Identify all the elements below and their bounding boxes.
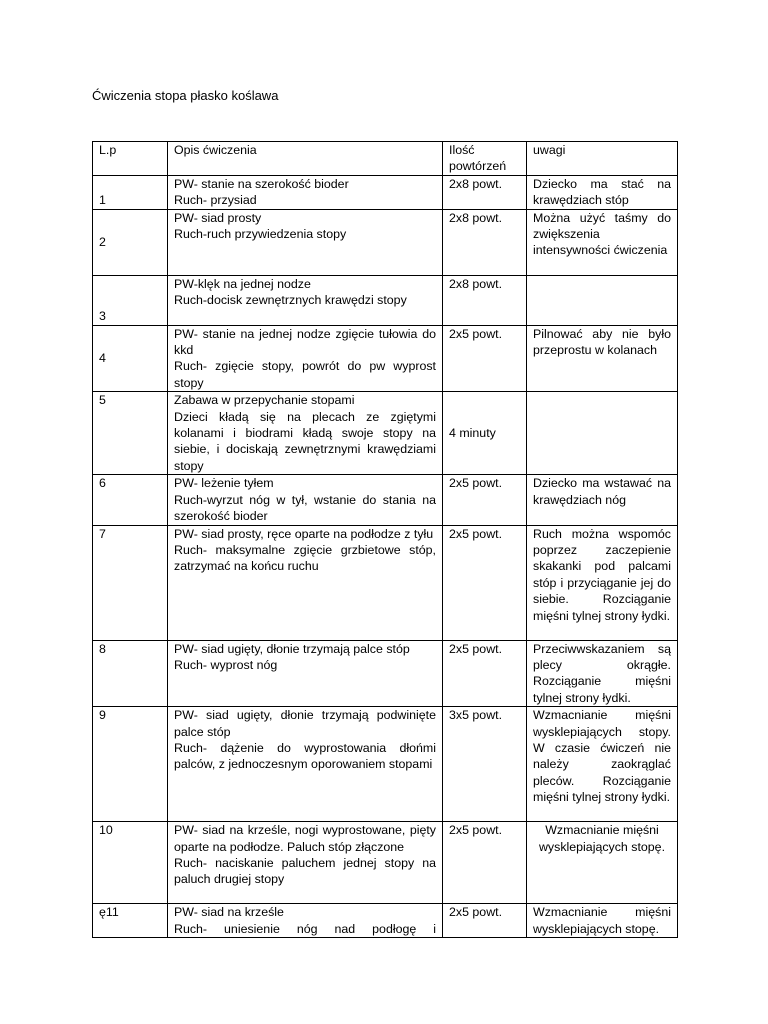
header-uwagi: uwagi [527, 142, 678, 176]
row-opis-line: PW- leżenie tyłem [174, 476, 274, 491]
row-opis [168, 525, 443, 640]
row-ilosc: 2x5 powt. [443, 325, 527, 392]
table-header-row [93, 142, 678, 176]
row-lp: 9 [93, 707, 168, 822]
row-ilosc: 2x8 powt. [443, 175, 527, 209]
row-opis [168, 209, 443, 275]
row-uwagi [527, 275, 678, 325]
header-ilosc: Ilość powtórzeń [443, 142, 527, 176]
table-row [93, 822, 678, 904]
header-lp: L.p [93, 142, 168, 176]
row-opis [168, 175, 443, 209]
row-opis-line: PW-klęk na jednej nodze [174, 276, 311, 291]
row-ilosc: 2x5 powt. [443, 525, 527, 640]
table-row [93, 175, 678, 209]
row-opis-line: Ruch- maksymalne zgięcie grzbietowe stóp, zatrzymać na końcu ruchu [174, 542, 436, 574]
row-opis-line: Ruch- wyprost nóg [174, 657, 278, 672]
row-ilosc: 3x5 powt. [443, 707, 527, 822]
row-ilosc: 2x8 powt. [443, 275, 527, 325]
row-opis [168, 325, 443, 392]
row-lp: 7 [93, 525, 168, 640]
table-row [93, 525, 678, 640]
row-opis-line: PW- siad na krześle, nogi wyprostowane, pięty oparte na podłodze. Paluch stóp złączone [174, 823, 436, 854]
row-opis-line: Ruch-wyrzut nóg w tył, wstanie do stania na szerokość bioder [174, 492, 436, 524]
row-opis [168, 904, 443, 938]
table-row [93, 209, 678, 275]
row-ilosc: 2x8 powt. [443, 209, 527, 275]
row-opis-line: PW- stanie na jednej nodze zgięcie tułowia do kkd [174, 326, 436, 358]
row-opis-line: Ruch- dążenie do wyprostowania dłońmi palców, z jednoczesnym oporowaniem stopami [174, 740, 436, 772]
row-opis [168, 275, 443, 325]
row-uwagi: Przeciwwskazaniem są plecy okrągłe. Rozciąganie mięśni tylnej strony łydki. [527, 640, 678, 707]
row-opis-line: Ruch-ruch przywiedzenia stopy [174, 227, 347, 242]
row-opis-line: PW- siad prosty [174, 210, 262, 225]
exercise-table-container [92, 141, 677, 938]
row-opis [168, 475, 443, 525]
row-ilosc: 2x5 powt. [443, 822, 527, 904]
row-ilosc: 2x5 powt. [443, 475, 527, 525]
row-opis [168, 640, 443, 707]
row-opis-line: Ruch- naciskanie paluchem jednej stopy na paluch drugiej stopy [174, 855, 436, 887]
row-opis-line: Ruch- zgięcie stopy, powrót do pw wyprost stopy [174, 359, 436, 390]
row-ilosc: 2x5 powt. [443, 640, 527, 707]
row-opis-line: Ruch-docisk zewnętrznych krawędzi stopy [174, 293, 407, 308]
table-row [93, 904, 678, 938]
row-uwagi: Pilnować aby nie było przeprostu w kolanach [527, 325, 678, 392]
row-opis-line: Ruch- uniesienie nóg nad podłogę i [174, 921, 436, 936]
table-row [93, 392, 678, 475]
row-uwagi [527, 392, 678, 475]
row-lp: 2 [93, 209, 168, 275]
row-ilosc: 4 minuty [443, 392, 527, 475]
row-opis-line: PW- siad prosty, ręce oparte na podłodze z tyłu [174, 526, 434, 541]
row-opis-line: PW- stanie na szerokość bioder [174, 176, 349, 191]
row-ilosc: 2x5 powt. [443, 904, 527, 938]
row-lp: 1 [93, 175, 168, 209]
row-lp: 5 [93, 392, 168, 475]
row-uwagi: Wzmacnianie mięśni wysklepiających stopę. [527, 822, 678, 904]
row-uwagi: Można użyć taśmy do zwiększenia intensywności ćwiczenia [527, 209, 678, 275]
row-opis [168, 392, 443, 475]
exercise-table [92, 141, 678, 938]
table-row [93, 275, 678, 325]
row-lp: 4 [93, 325, 168, 392]
table-row [93, 475, 678, 525]
table-row [93, 325, 678, 392]
header-opis: Opis ćwiczenia [168, 142, 443, 176]
row-opis-line: PW- siad na krześle [174, 905, 284, 920]
row-uwagi: Wzmacnianie mięśni wysklepiających stopę. [527, 904, 678, 938]
table-row [93, 707, 678, 822]
row-lp: 8 [93, 640, 168, 707]
row-opis [168, 707, 443, 822]
row-opis-line: Zabawa w przepychanie stopami [174, 393, 355, 408]
row-lp: 10 [93, 822, 168, 904]
table-row [93, 640, 678, 707]
row-opis-line: Ruch- przysiad [174, 193, 257, 208]
row-uwagi: Wzmacnianie mięśni wysklepiających stopy. W czasie ćwiczeń nie należy zaokrąglać pleców. Rozciąganie mięśni tylnej strony łydki. [527, 707, 678, 822]
row-opis [168, 822, 443, 904]
row-lp: 3 [93, 275, 168, 325]
row-uwagi: Ruch można wspomóc poprzez zaczepienie skakanki pod palcami stóp i przyciąganie jej do siebie. Rozciąganie mięśni tylnej strony łydki. [527, 525, 678, 640]
row-opis-line: Dzieci kładą się na plecach ze zgiętymi kolanami i biodrami kładą swoje stopy na siebie, i dociskają zewnętrznymi krawędziami stopy [174, 409, 436, 473]
row-opis-line: PW- siad ugięty, dłonie trzymają podwinięte palce stóp [174, 708, 436, 739]
document-title: Ćwiczenia stopa płasko koślawa [92, 88, 279, 103]
row-lp: ę11 [93, 904, 168, 938]
row-opis-line: PW- siad ugięty, dłonie trzymają palce stóp [174, 641, 410, 656]
row-uwagi: Dziecko ma wstawać na krawędziach nóg [527, 475, 678, 525]
row-uwagi: Dziecko ma stać na krawędziach stóp [527, 175, 678, 209]
row-lp: 6 [93, 475, 168, 525]
